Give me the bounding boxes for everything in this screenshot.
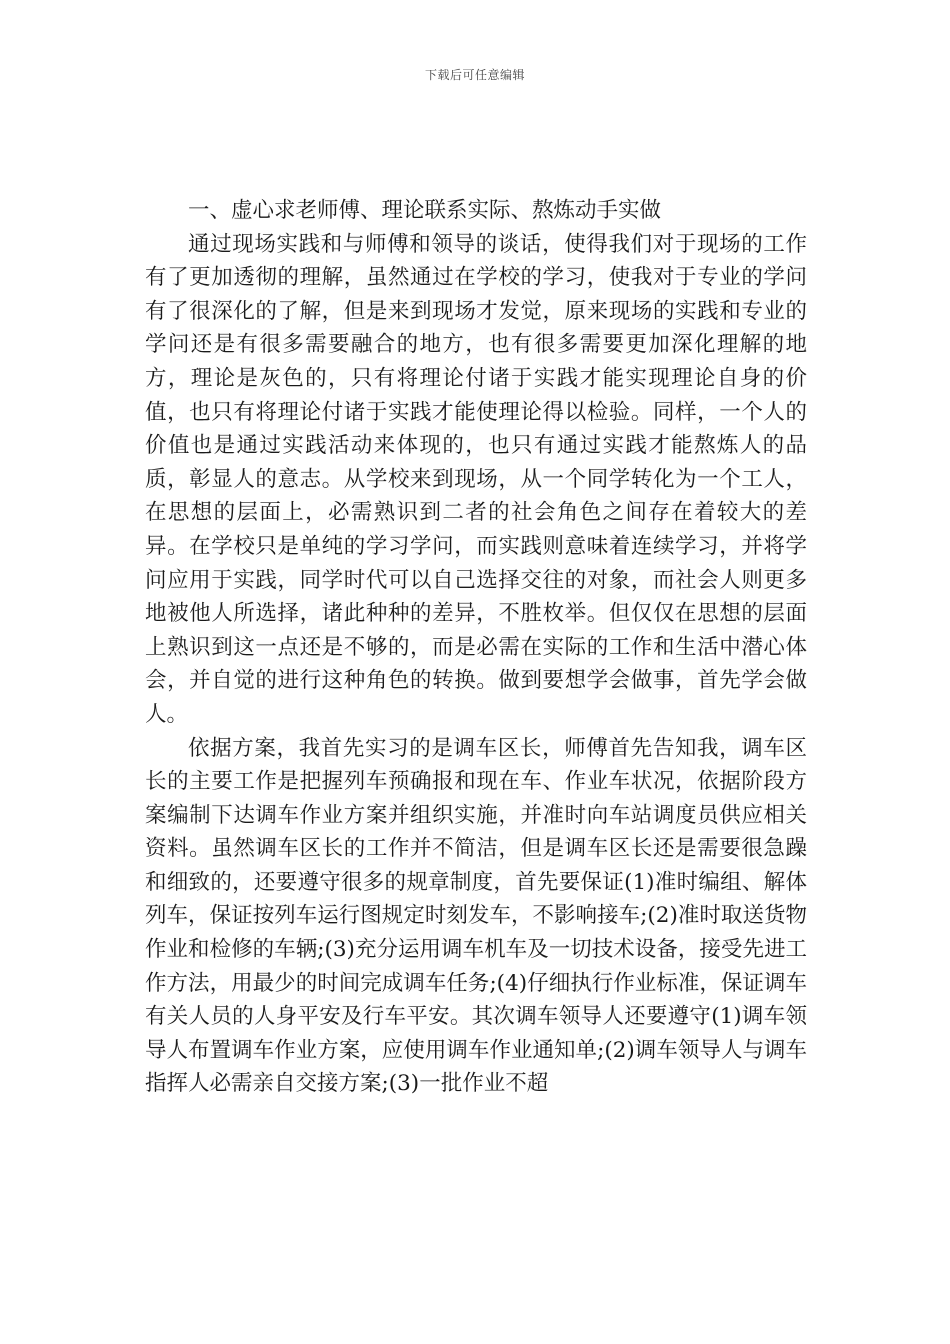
page-header-note: 下载后可任意编辑 — [424, 68, 525, 82]
paragraph-1: 通过现场实践和与师傅和领导的谈话，使得我们对于现场的工作有了更加透彻的理解，虽然通过在学校的学习，使我对于专业的学问有了很深化的了解，但是来到现场才发觉，原来现场的实践和专业的学问还是有很多需要融合的地方，也有很多需要更加深化理解的地方，理论是灰色的，只有将理论付诸于实践才能实现理论自身的价值，也只有将理论付诸于实践才能使理论得以检验。同样，一个人的价值也是通过实践活动来体现的，也只有通过实践才能熬炼人的品质，彰显人的意志。从学校来到现场，从一个同学转化为一个工人，在思想的层面上，必需熟识到二者的社会角色之间存在着较大的差异。在学校只是单纯的学习学问，而实践则意味着连续学习，并将学问应用于实践，同学时代可以自己选择交往的对象，而社会人则更多地被他人所选择，诸此种种的差异，不胜枚举。但仅仅在思想的层面上熟识到这一点还是不够的，而是必需在实际的工作和生活中潜心体会，并自觉的进行这种角色的转换。做到要想学会做事，首先学会做人。 — [145, 231, 807, 727]
document-body — [145, 194, 807, 1101]
section-heading: 一、虚心求老师傅、理论联系实际、熬炼动手实做 — [188, 198, 662, 223]
paragraph-2: 依据方案，我首先实习的是调车区长，师傅首先告知我，调车区长的主要工作是把握列车预确报和现在车、作业车状况，依据阶段方案编制下达调车作业方案并组织实施，并准时向车站调度员供应相关资料。虽然调车区长的工作并不简洁，但是调车区长还是需要很急躁和细致的，还要遵守很多的规章制度，首先要保证(1)准时编组、解体列车，保证按列车运行图规定时刻发车，不影响接车;(2)准时取送货物作业和检修的车辆;(3)充分运用调车机车及一切技术设备，接受先进工作方法，用最少的时间完成调车任务;(4)仔细执行作业标准，保证调车有关人员的人身平安及行车平安。其次调车领导人还要遵守(1)调车领导人布置调车作业方案，应使用调车作业通知单;(2)调车领导人与调车指挥人必需亲自交接方案;(3)一批作业不超 — [145, 735, 807, 1097]
